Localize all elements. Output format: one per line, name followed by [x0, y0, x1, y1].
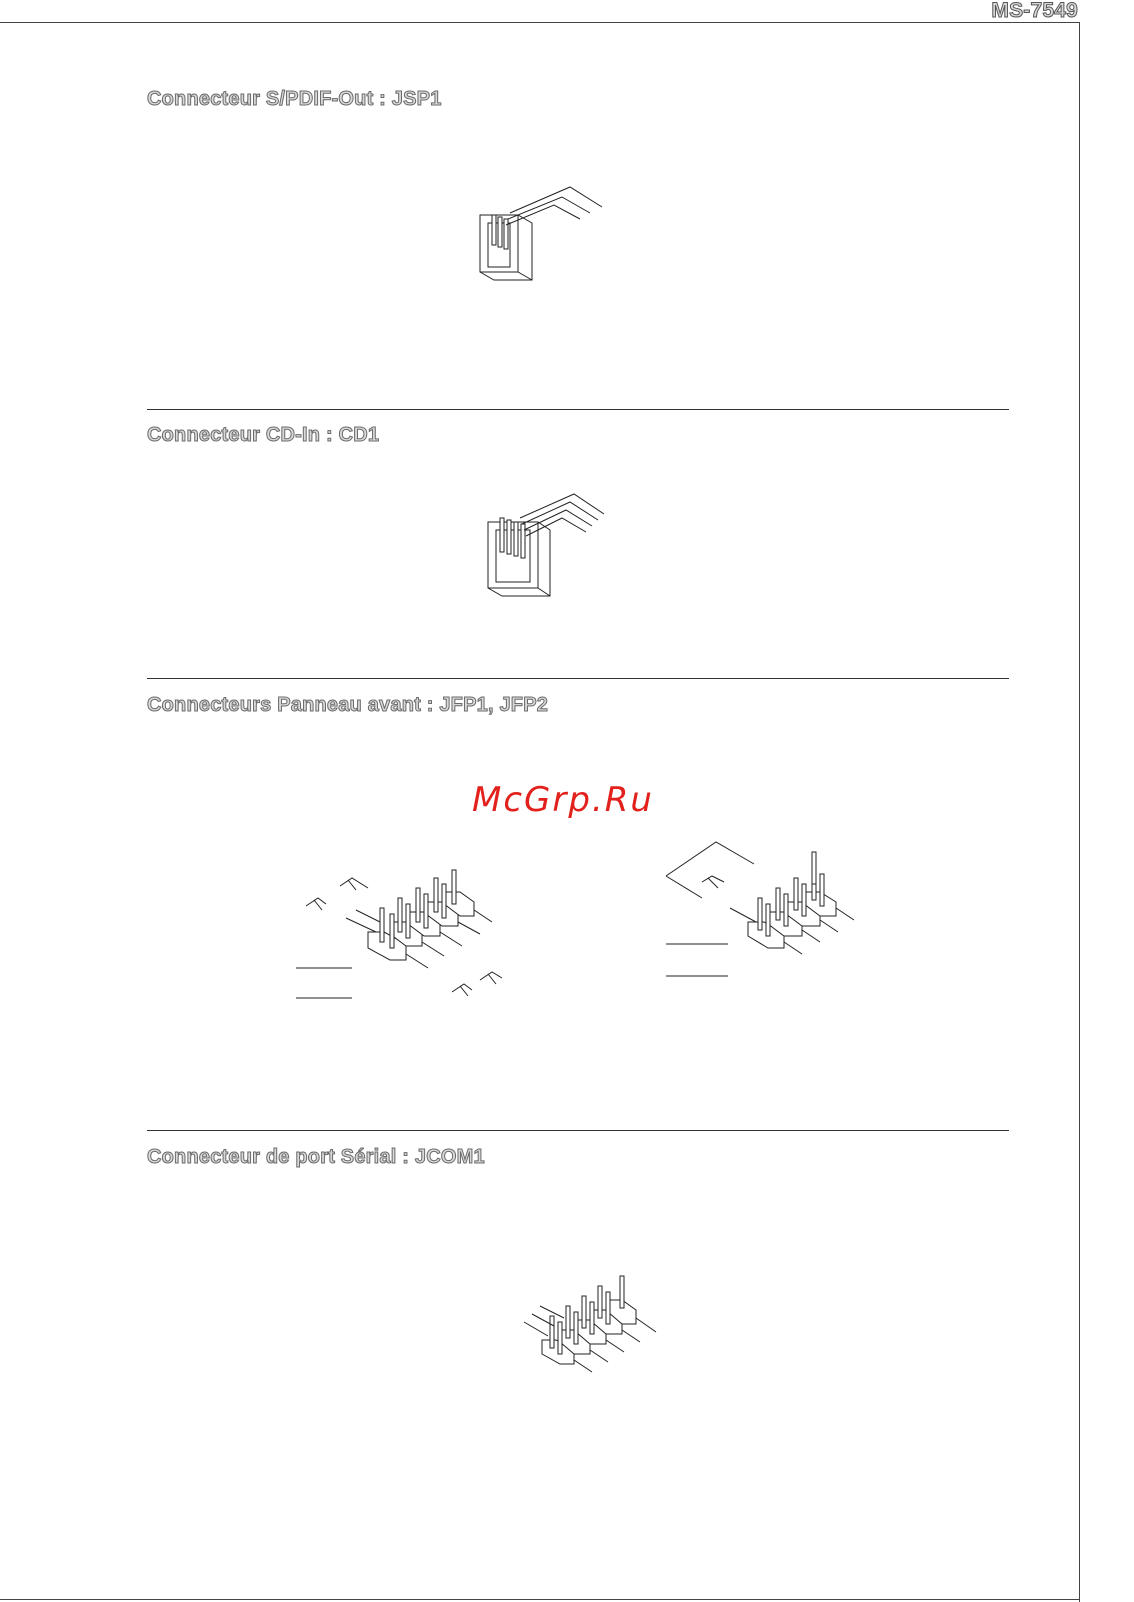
spdif-out-connector-diagram	[470, 185, 610, 285]
page-frame-top-rule	[0, 22, 1080, 23]
section-title-cd-in: Connecteur CD-In : CD1	[147, 424, 380, 446]
section-title-front-panel: Connecteurs Panneau avant : JFP1, JFP2	[147, 694, 549, 716]
jfp2-connector-diagram	[666, 842, 866, 982]
page-frame-right-rule	[1079, 22, 1080, 1602]
cd-in-connector-diagram	[482, 492, 622, 602]
page-frame-bottom-rule	[0, 1599, 1080, 1600]
section-title-serial-port: Connecteur de port Sérial : JCOM1	[147, 1146, 485, 1168]
section-divider-1	[147, 409, 1009, 410]
model-code: MS-7549	[991, 0, 1078, 22]
watermark: McGrp.Ru	[472, 780, 654, 820]
section-divider-2	[147, 678, 1009, 679]
section-divider-3	[147, 1130, 1009, 1131]
jfp1-connector-diagram	[296, 870, 516, 1010]
jcom1-connector-diagram	[524, 1276, 674, 1388]
section-title-spdif-out: Connecteur S/PDIF-Out : JSP1	[147, 88, 442, 110]
